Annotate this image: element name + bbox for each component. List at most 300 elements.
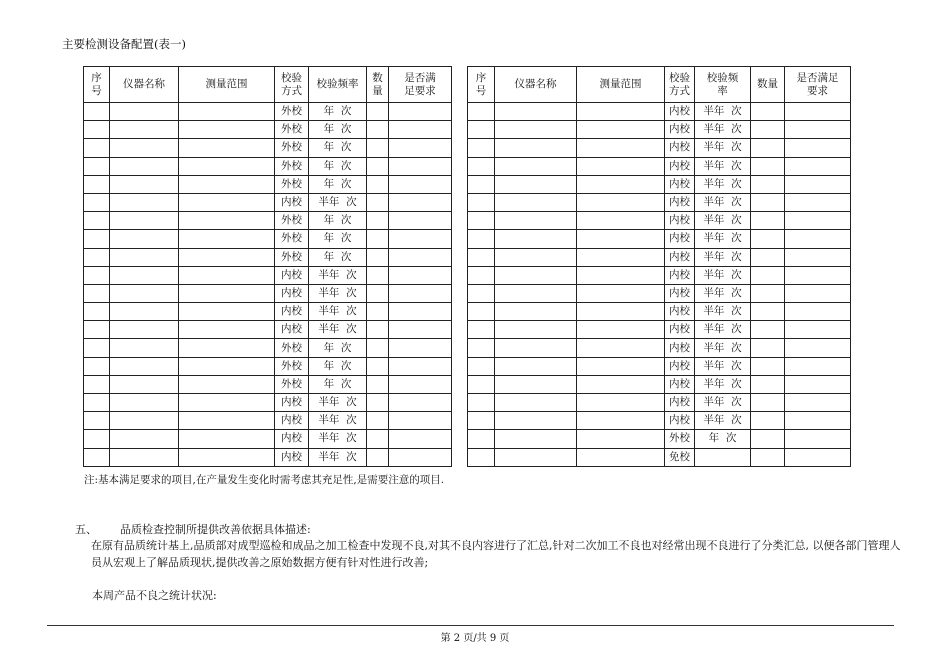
calibration-method-cell: 内校 — [275, 394, 309, 412]
empty-cell — [577, 321, 665, 339]
calibration-frequency-cell: 半年 次 — [695, 193, 751, 211]
calibration-method-cell: 内校 — [665, 266, 695, 284]
column-header: 是否满 足要求 — [389, 67, 452, 103]
calibration-method-cell: 内校 — [275, 448, 309, 466]
empty-cell — [785, 339, 851, 357]
empty-cell — [179, 103, 275, 121]
empty-cell — [84, 193, 110, 211]
calibration-frequency-cell: 半年 次 — [309, 394, 367, 412]
empty-cell — [179, 212, 275, 230]
calibration-method-cell: 外校 — [275, 230, 309, 248]
calibration-method-cell: 内校 — [275, 266, 309, 284]
section-paragraph: 在原有品质统计基上,品质部对成型巡检和成品之加工检查中发现不良,对其不良内容进行了汇总,针对二次加工不良也对经常出现不良进行了分类汇总, 以便各部门管理人员从宏观上了解品质现状,提供改善之原始数据方便有针对性进行改善; — [91, 539, 901, 569]
empty-cell — [389, 303, 452, 321]
empty-cell — [577, 284, 665, 302]
column-header: 测量范围 — [577, 67, 665, 103]
empty-cell — [84, 430, 110, 448]
empty-cell — [468, 157, 495, 175]
calibration-frequency-cell: 年 次 — [309, 175, 367, 193]
empty-cell — [785, 448, 851, 466]
calibration-frequency-cell: 年 次 — [309, 248, 367, 266]
empty-cell — [495, 248, 577, 266]
empty-cell — [179, 394, 275, 412]
table-row — [84, 339, 452, 357]
empty-cell — [751, 339, 785, 357]
empty-cell — [785, 212, 851, 230]
calibration-method-cell: 内校 — [665, 412, 695, 430]
calibration-method-cell: 内校 — [275, 321, 309, 339]
calibration-method-cell: 内校 — [665, 248, 695, 266]
empty-cell — [179, 303, 275, 321]
empty-cell — [389, 394, 452, 412]
table-row — [468, 412, 851, 430]
empty-cell — [751, 321, 785, 339]
calibration-method-cell: 内校 — [665, 339, 695, 357]
calibration-method-cell: 内校 — [665, 212, 695, 230]
calibration-frequency-cell: 半年 次 — [695, 357, 751, 375]
empty-cell — [367, 303, 389, 321]
empty-cell — [468, 448, 495, 466]
empty-cell — [577, 248, 665, 266]
equipment-table-left — [83, 66, 452, 467]
calibration-method-cell: 内校 — [665, 175, 695, 193]
calibration-frequency-cell: 半年 次 — [309, 193, 367, 211]
empty-cell — [577, 121, 665, 139]
empty-cell — [577, 193, 665, 211]
empty-cell — [785, 193, 851, 211]
empty-cell — [751, 284, 785, 302]
empty-cell — [367, 157, 389, 175]
empty-cell — [468, 339, 495, 357]
empty-cell — [179, 248, 275, 266]
empty-cell — [110, 157, 179, 175]
empty-cell — [751, 212, 785, 230]
empty-cell — [577, 230, 665, 248]
table-row — [84, 430, 452, 448]
table-row — [468, 193, 851, 211]
empty-cell — [84, 303, 110, 321]
empty-cell — [179, 193, 275, 211]
empty-cell — [84, 230, 110, 248]
empty-cell — [751, 157, 785, 175]
empty-cell — [110, 266, 179, 284]
table-row — [84, 448, 452, 466]
empty-cell — [751, 103, 785, 121]
table-row — [84, 266, 452, 284]
column-header: 数 量 — [367, 67, 389, 103]
table-row — [468, 339, 851, 357]
table-row — [84, 175, 452, 193]
empty-cell — [577, 157, 665, 175]
calibration-frequency-cell: 年 次 — [309, 339, 367, 357]
empty-cell — [468, 175, 495, 193]
calibration-method-cell: 免校 — [665, 448, 695, 466]
empty-cell — [495, 175, 577, 193]
calibration-frequency-cell — [695, 448, 751, 466]
calibration-frequency-cell: 半年 次 — [695, 103, 751, 121]
calibration-method-cell: 外校 — [275, 339, 309, 357]
empty-cell — [495, 121, 577, 139]
empty-cell — [110, 412, 179, 430]
empty-cell — [367, 175, 389, 193]
empty-cell — [785, 303, 851, 321]
empty-cell — [785, 375, 851, 393]
empty-cell — [468, 103, 495, 121]
table-row — [468, 139, 851, 157]
empty-cell — [179, 284, 275, 302]
empty-cell — [389, 357, 452, 375]
empty-cell — [495, 230, 577, 248]
empty-cell — [577, 430, 665, 448]
empty-cell — [110, 193, 179, 211]
empty-cell — [751, 193, 785, 211]
table-header-row — [84, 67, 452, 103]
empty-cell — [785, 357, 851, 375]
calibration-frequency-cell: 半年 次 — [309, 430, 367, 448]
empty-cell — [110, 121, 179, 139]
table-row — [84, 103, 452, 121]
empty-cell — [751, 266, 785, 284]
empty-cell — [110, 303, 179, 321]
empty-cell — [495, 284, 577, 302]
calibration-method-cell: 内校 — [275, 412, 309, 430]
empty-cell — [84, 394, 110, 412]
empty-cell — [495, 103, 577, 121]
empty-cell — [389, 139, 452, 157]
empty-cell — [110, 139, 179, 157]
table-row — [468, 284, 851, 302]
calibration-method-cell: 内校 — [665, 357, 695, 375]
calibration-method-cell: 外校 — [275, 121, 309, 139]
column-header: 序 号 — [468, 67, 495, 103]
calibration-frequency-cell: 年 次 — [309, 212, 367, 230]
table-row — [468, 357, 851, 375]
empty-cell — [367, 139, 389, 157]
calibration-method-cell: 内校 — [665, 284, 695, 302]
empty-cell — [84, 321, 110, 339]
table-row — [84, 212, 452, 230]
empty-cell — [577, 412, 665, 430]
empty-cell — [84, 139, 110, 157]
empty-cell — [179, 321, 275, 339]
empty-cell — [84, 412, 110, 430]
calibration-method-cell: 外校 — [275, 103, 309, 121]
empty-cell — [577, 339, 665, 357]
calibration-method-cell: 内校 — [275, 303, 309, 321]
empty-cell — [179, 375, 275, 393]
empty-cell — [367, 375, 389, 393]
empty-cell — [389, 448, 452, 466]
empty-cell — [84, 175, 110, 193]
empty-cell — [367, 339, 389, 357]
table-row — [84, 375, 452, 393]
empty-cell — [468, 230, 495, 248]
empty-cell — [389, 375, 452, 393]
empty-cell — [785, 412, 851, 430]
section-number: 五、 — [75, 523, 97, 536]
page-footer: 第 2 页/共 9 页 — [440, 633, 510, 644]
empty-cell — [468, 394, 495, 412]
calibration-frequency-cell: 半年 次 — [695, 157, 751, 175]
empty-cell — [110, 339, 179, 357]
column-header: 测量范围 — [179, 67, 275, 103]
empty-cell — [751, 121, 785, 139]
empty-cell — [468, 121, 495, 139]
table-row — [84, 230, 452, 248]
empty-cell — [367, 448, 389, 466]
empty-cell — [389, 230, 452, 248]
calibration-method-cell: 内校 — [275, 430, 309, 448]
empty-cell — [468, 193, 495, 211]
empty-cell — [468, 321, 495, 339]
page-title: 主要检测设备配置(表一) — [62, 37, 186, 51]
section-title: 品质检查控制所提供改善依据具体描述: — [120, 523, 311, 536]
empty-cell — [179, 121, 275, 139]
empty-cell — [389, 212, 452, 230]
calibration-frequency-cell: 半年 次 — [695, 121, 751, 139]
empty-cell — [751, 139, 785, 157]
empty-cell — [751, 448, 785, 466]
table-note: 注:基本满足要求的项目,在产量发生变化时需考虑其充足性,是需要注意的项目. — [84, 474, 445, 486]
empty-cell — [367, 321, 389, 339]
empty-cell — [110, 103, 179, 121]
empty-cell — [495, 321, 577, 339]
empty-cell — [367, 193, 389, 211]
empty-cell — [84, 284, 110, 302]
empty-cell — [751, 357, 785, 375]
empty-cell — [367, 266, 389, 284]
empty-cell — [179, 175, 275, 193]
empty-cell — [110, 230, 179, 248]
calibration-method-cell: 内校 — [665, 103, 695, 121]
empty-cell — [367, 230, 389, 248]
empty-cell — [389, 284, 452, 302]
empty-cell — [367, 103, 389, 121]
table-row — [468, 248, 851, 266]
table-header-row — [468, 67, 851, 103]
calibration-frequency-cell: 半年 次 — [695, 139, 751, 157]
calibration-frequency-cell: 年 次 — [309, 230, 367, 248]
empty-cell — [389, 321, 452, 339]
empty-cell — [84, 357, 110, 375]
empty-cell — [367, 284, 389, 302]
empty-cell — [179, 339, 275, 357]
empty-cell — [577, 375, 665, 393]
empty-cell — [110, 284, 179, 302]
empty-cell — [785, 248, 851, 266]
empty-cell — [84, 212, 110, 230]
column-header: 校验频 率 — [695, 67, 751, 103]
calibration-frequency-cell: 半年 次 — [309, 266, 367, 284]
empty-cell — [84, 339, 110, 357]
empty-cell — [389, 430, 452, 448]
calibration-method-cell: 外校 — [275, 157, 309, 175]
empty-cell — [468, 212, 495, 230]
empty-cell — [577, 303, 665, 321]
empty-cell — [84, 157, 110, 175]
empty-cell — [577, 448, 665, 466]
table-row — [468, 375, 851, 393]
calibration-method-cell: 外校 — [275, 248, 309, 266]
empty-cell — [751, 375, 785, 393]
empty-cell — [468, 412, 495, 430]
calibration-method-cell: 内校 — [665, 230, 695, 248]
table-row — [468, 212, 851, 230]
empty-cell — [468, 248, 495, 266]
empty-cell — [110, 248, 179, 266]
column-header: 仪器名称 — [495, 67, 577, 103]
empty-cell — [367, 121, 389, 139]
column-header: 校验 方式 — [665, 67, 695, 103]
empty-cell — [751, 175, 785, 193]
empty-cell — [751, 430, 785, 448]
empty-cell — [785, 284, 851, 302]
column-header: 数量 — [751, 67, 785, 103]
table-row — [468, 303, 851, 321]
empty-cell — [751, 303, 785, 321]
empty-cell — [785, 430, 851, 448]
calibration-frequency-cell: 半年 次 — [695, 412, 751, 430]
empty-cell — [84, 266, 110, 284]
empty-cell — [389, 412, 452, 430]
empty-cell — [495, 412, 577, 430]
empty-cell — [751, 412, 785, 430]
empty-cell — [577, 103, 665, 121]
empty-cell — [110, 394, 179, 412]
empty-cell — [179, 430, 275, 448]
empty-cell — [577, 266, 665, 284]
table-row — [468, 230, 851, 248]
calibration-frequency-cell: 半年 次 — [695, 175, 751, 193]
table-row — [468, 157, 851, 175]
empty-cell — [785, 139, 851, 157]
calibration-frequency-cell: 半年 次 — [309, 412, 367, 430]
empty-cell — [495, 266, 577, 284]
calibration-frequency-cell: 半年 次 — [695, 284, 751, 302]
empty-cell — [495, 139, 577, 157]
calibration-method-cell: 内校 — [665, 375, 695, 393]
table-row — [468, 321, 851, 339]
empty-cell — [110, 175, 179, 193]
empty-cell — [179, 266, 275, 284]
empty-cell — [577, 175, 665, 193]
empty-cell — [84, 448, 110, 466]
calibration-method-cell: 内校 — [275, 193, 309, 211]
calibration-method-cell: 内校 — [665, 139, 695, 157]
table-row — [468, 430, 851, 448]
table-row — [84, 357, 452, 375]
empty-cell — [495, 193, 577, 211]
calibration-frequency-cell: 年 次 — [695, 430, 751, 448]
empty-cell — [367, 412, 389, 430]
empty-cell — [84, 248, 110, 266]
empty-cell — [785, 321, 851, 339]
empty-cell — [389, 175, 452, 193]
empty-cell — [110, 357, 179, 375]
empty-cell — [751, 248, 785, 266]
empty-cell — [577, 357, 665, 375]
table-row — [84, 193, 452, 211]
empty-cell — [110, 375, 179, 393]
empty-cell — [110, 430, 179, 448]
calibration-method-cell: 外校 — [275, 212, 309, 230]
column-header: 是否满足 要求 — [785, 67, 851, 103]
empty-cell — [110, 212, 179, 230]
calibration-frequency-cell: 半年 次 — [695, 248, 751, 266]
calibration-method-cell: 内校 — [665, 321, 695, 339]
empty-cell — [468, 266, 495, 284]
empty-cell — [577, 394, 665, 412]
empty-cell — [785, 266, 851, 284]
column-header: 仪器名称 — [110, 67, 179, 103]
calibration-frequency-cell: 半年 次 — [309, 448, 367, 466]
equipment-table-right — [467, 66, 851, 467]
calibration-frequency-cell: 年 次 — [309, 121, 367, 139]
empty-cell — [785, 157, 851, 175]
empty-cell — [110, 321, 179, 339]
empty-cell — [495, 357, 577, 375]
empty-cell — [389, 339, 452, 357]
empty-cell — [389, 157, 452, 175]
calibration-frequency-cell: 半年 次 — [695, 321, 751, 339]
empty-cell — [179, 357, 275, 375]
calibration-method-cell: 内校 — [665, 193, 695, 211]
empty-cell — [367, 394, 389, 412]
table-row — [468, 448, 851, 466]
empty-cell — [468, 375, 495, 393]
empty-cell — [577, 212, 665, 230]
empty-cell — [495, 394, 577, 412]
calibration-frequency-cell: 半年 次 — [309, 303, 367, 321]
empty-cell — [495, 430, 577, 448]
empty-cell — [468, 303, 495, 321]
empty-cell — [785, 175, 851, 193]
footer-divider — [47, 625, 894, 626]
calibration-frequency-cell: 年 次 — [309, 157, 367, 175]
empty-cell — [367, 248, 389, 266]
empty-cell — [389, 248, 452, 266]
table-row — [468, 175, 851, 193]
calibration-method-cell: 内校 — [275, 284, 309, 302]
empty-cell — [495, 303, 577, 321]
column-header: 校验 方式 — [275, 67, 309, 103]
calibration-frequency-cell: 半年 次 — [695, 303, 751, 321]
calibration-method-cell: 外校 — [275, 357, 309, 375]
table-row — [84, 284, 452, 302]
empty-cell — [468, 357, 495, 375]
table-row — [84, 321, 452, 339]
calibration-method-cell: 内校 — [665, 394, 695, 412]
calibration-method-cell: 外校 — [665, 430, 695, 448]
calibration-method-cell: 外校 — [275, 139, 309, 157]
table-row — [468, 121, 851, 139]
table-row — [468, 266, 851, 284]
calibration-method-cell: 内校 — [665, 303, 695, 321]
empty-cell — [495, 212, 577, 230]
empty-cell — [389, 121, 452, 139]
empty-cell — [367, 430, 389, 448]
calibration-method-cell: 外校 — [275, 375, 309, 393]
empty-cell — [84, 375, 110, 393]
empty-cell — [468, 284, 495, 302]
empty-cell — [468, 430, 495, 448]
empty-cell — [751, 394, 785, 412]
empty-cell — [367, 212, 389, 230]
calibration-method-cell: 内校 — [665, 157, 695, 175]
empty-cell — [179, 230, 275, 248]
empty-cell — [389, 266, 452, 284]
table-row — [84, 412, 452, 430]
